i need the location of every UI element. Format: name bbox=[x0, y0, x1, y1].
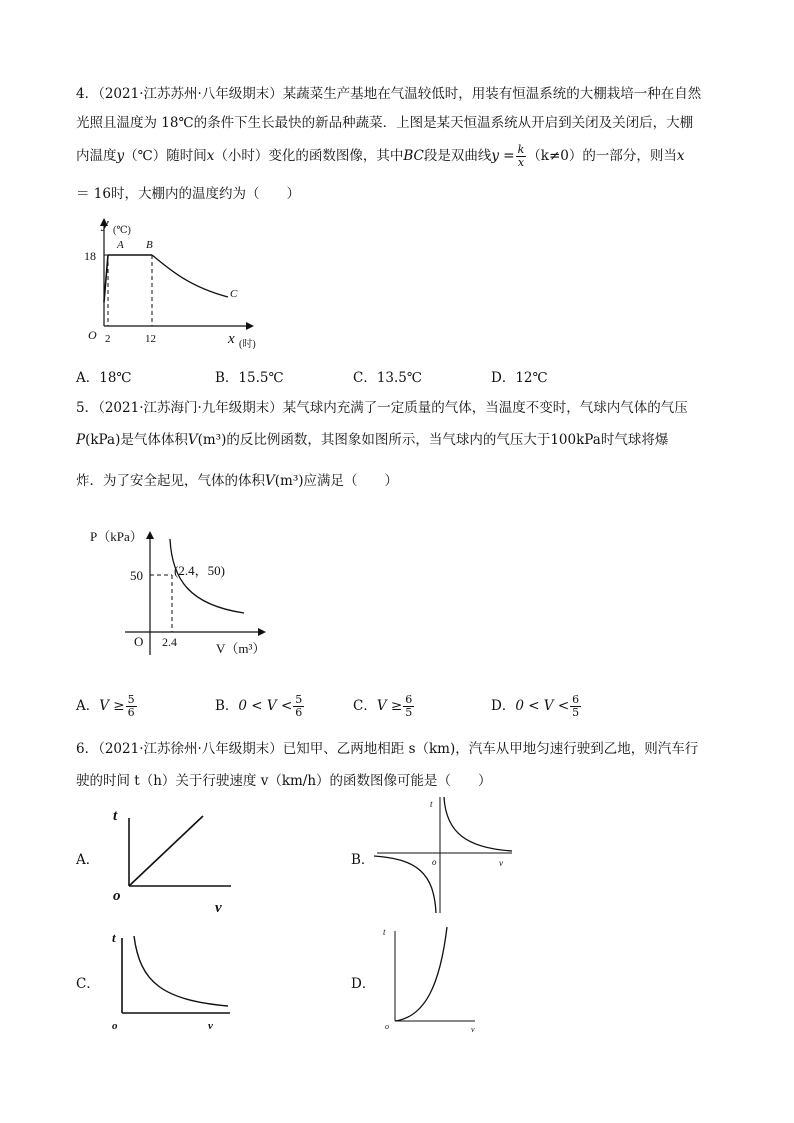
q4-option-c[interactable]: C．13.5℃ bbox=[353, 370, 422, 386]
q4-y-tick-18: 18 bbox=[84, 249, 96, 263]
q4-y-unit: (℃) bbox=[113, 225, 131, 236]
q5-option-d[interactable]: D．0 < V < $\frac{6}{5}$ bbox=[491, 693, 580, 719]
q4-line-1: 4．（2021·江苏苏州·八年级期末）某蔬菜生产基地在气温较低时，用装有恒温系统的大棚栽培一种在自然 bbox=[76, 86, 702, 102]
q4-option-d[interactable]: D．12℃ bbox=[491, 370, 548, 386]
q5-option-b[interactable]: B．0 < V < $\frac{5}{6}$ bbox=[215, 693, 303, 719]
q4-x-tick-12: 12 bbox=[145, 333, 156, 345]
q6a-v-label: v bbox=[215, 900, 222, 916]
q4-line-2: 光照且温度为 18℃的条件下生长最快的新品种蔬菜．上图是某天恒温系统从开启到关闭及关闭后，大棚 bbox=[76, 115, 694, 131]
q6d-origin: o bbox=[385, 1022, 389, 1031]
q4-y-label: y bbox=[102, 216, 109, 232]
q5-x-tick-2-4: 2.4 bbox=[162, 635, 177, 649]
q5-pressure-graph bbox=[90, 525, 280, 660]
q5-p-arrow bbox=[146, 531, 154, 539]
q6-option-d[interactable]: D． bbox=[351, 976, 376, 992]
q5-line-2: P(kPa)是气体体积V(m³)的反比例函数，其图象如图所示，当气球内的气压大于100kPa时气球将爆 bbox=[76, 432, 669, 448]
q4-x-unit: (时) bbox=[239, 339, 256, 350]
q6b-curve-negative bbox=[374, 856, 436, 913]
q6a-line bbox=[129, 816, 203, 886]
q4-line-3: 内温度y（℃）随时间x（小时）变化的函数图像，其中BC段是双曲线y = $\frac{k}{x}$ （k≠0）的一部分，则当x bbox=[76, 143, 685, 169]
q6-option-b[interactable]: B． bbox=[351, 852, 375, 868]
q6d-v-label: v bbox=[471, 1025, 475, 1034]
q6b-t-label: t bbox=[430, 799, 433, 809]
q6b-v-label: v bbox=[499, 858, 503, 868]
q5-v-arrow bbox=[258, 628, 266, 636]
q6b-curve-positive bbox=[444, 797, 512, 851]
q4-point-a: A bbox=[117, 239, 124, 251]
q6-line-1: 6．（2021·江苏徐州·八年级期末）已知甲、乙两地相距 s（km)，汽车从甲地匀速行驶到乙地，则汽车行 bbox=[76, 741, 699, 757]
q6d-curve bbox=[395, 927, 447, 1021]
q5-point-label: (2.4，50) bbox=[174, 563, 225, 578]
q5-option-c[interactable]: C．V ≥ $\frac{6}{5}$ bbox=[353, 693, 413, 719]
q6-graph-b-hyperbola bbox=[372, 793, 517, 918]
q6-line-2: 驶的时间 t（h）关于行驶速度 v（km/h）的函数图像可能是（ ） bbox=[76, 773, 492, 789]
q5-p-label: P（kPa） bbox=[90, 529, 143, 544]
q4-option-b[interactable]: B．15.5℃ bbox=[215, 370, 284, 386]
q5-option-a-fraction: $\frac{5}{6}$ bbox=[127, 693, 135, 719]
q5-origin: O bbox=[134, 634, 144, 649]
q4-origin: O bbox=[88, 328, 97, 342]
q5-line-1: 5．（2021·江苏海门·九年级期末）某气球内充满了一定质量的气体，当温度不变时，气球内气体的气压 bbox=[76, 400, 688, 416]
q6d-t-label: t bbox=[383, 927, 386, 937]
q6c-origin: o bbox=[112, 1020, 118, 1032]
q4-hyperbola-bc bbox=[152, 255, 228, 297]
q6-graph-d-parabola bbox=[375, 925, 485, 1035]
q4-x-label: x bbox=[228, 331, 235, 347]
q6a-origin: o bbox=[113, 888, 121, 904]
q5-line-3: 炸．为了安全起见，气体的体积V(m³)应满足（ ） bbox=[76, 473, 398, 489]
q4-option-a[interactable]: A．18℃ bbox=[76, 370, 132, 386]
q4-point-b: B bbox=[146, 239, 153, 251]
q4-temperature-graph bbox=[70, 212, 270, 352]
q6b-origin: o bbox=[432, 857, 437, 867]
k-over-x-fraction: $\frac{k}{x}$ bbox=[517, 143, 525, 169]
q6c-t-label: t bbox=[112, 930, 116, 945]
q4-line-4: ＝ 16时，大棚内的温度约为（ ） bbox=[76, 186, 300, 202]
q5-option-b-fraction: $\frac{5}{6}$ bbox=[295, 693, 303, 719]
q5-option-d-fraction: $\frac{6}{5}$ bbox=[572, 693, 580, 719]
q4-x-tick-2: 2 bbox=[105, 333, 111, 345]
q6-graph-c-inverse bbox=[108, 928, 238, 1033]
q6-option-a[interactable]: A． bbox=[76, 852, 100, 868]
q6a-t-label: t bbox=[113, 808, 118, 824]
q5-v-label: V（m³） bbox=[216, 641, 266, 656]
q5-y-tick-50: 50 bbox=[130, 568, 143, 583]
q5-option-a[interactable]: A．V ≥ $\frac{5}{6}$ bbox=[76, 693, 135, 719]
q6c-v-label: v bbox=[208, 1020, 213, 1032]
q4-point-c: C bbox=[230, 288, 238, 300]
q5-option-c-fraction: $\frac{6}{5}$ bbox=[405, 693, 413, 719]
q4-x-arrow bbox=[246, 322, 254, 330]
q6c-curve bbox=[134, 936, 228, 1006]
q6-option-c[interactable]: C． bbox=[76, 976, 100, 992]
q6-graph-a-linear bbox=[105, 800, 235, 915]
